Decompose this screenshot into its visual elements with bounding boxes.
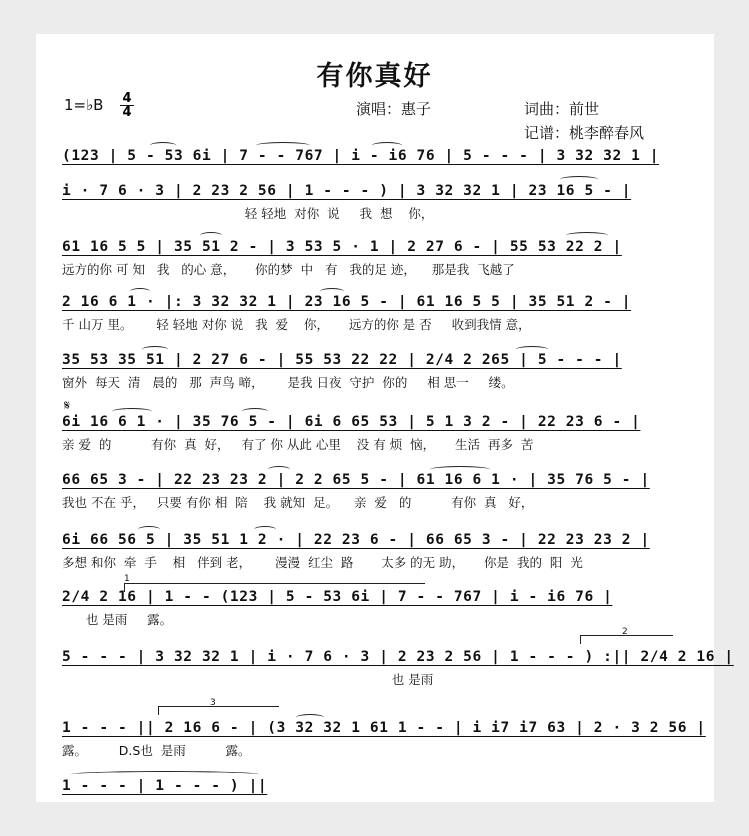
slur-arc	[256, 142, 310, 149]
notes-line: 5 - - - | 3 32 32 1 | i · 7 6 · 3 | 2 23 2 56 | 1 - - - ) :|| 2/4 2 16 |	[62, 649, 734, 665]
slur-arc	[112, 408, 152, 415]
triplet-bracket	[158, 706, 279, 715]
segno-sign: 𝄋	[64, 398, 71, 414]
notes-line: 61 16 5 5 | 35 51 2 - | 3 53 5 · 1 | 2 27 6 - | 55 53 22 2 |	[62, 239, 622, 255]
notes-line: 6i 16 6 1 · | 35 76 5 - | 6i 6 65 53 | 5 1 3 2 - | 22 23 6 - |	[62, 414, 641, 430]
slur-arc	[200, 232, 222, 239]
volta-label-2: 2	[622, 627, 628, 637]
slur-arc	[430, 466, 490, 473]
slur-arc	[372, 142, 402, 149]
arranger-credit: 记谱：桃李醉春风	[524, 124, 645, 142]
key-signature: 1=♭B	[64, 96, 104, 114]
volta-label-1: 1	[124, 574, 130, 584]
lyrics-line: 窗外 每天 清 晨的 那 声鸟 啼， 是我 日夜 守护 你的 相 思一 缕。	[62, 375, 514, 390]
lyrics-line: 远方的你 可 知 我 的心 意， 你的梦 中 有 我的足 迹， 那是我 飞越了	[62, 262, 515, 277]
slur-arc	[566, 232, 608, 239]
slur-arc	[560, 176, 598, 183]
notes-line: i · 7 6 · 3 | 2 23 2 56 | 1 - - - ) | 3 32 32 1 | 23 16 5 - |	[62, 183, 632, 199]
lyrics-line: 亲 爱 的 有你 真 好， 有了 你 从此 心里 没 有 烦 恼， 生活 再多 苦	[62, 437, 534, 452]
slur-arc	[254, 526, 276, 533]
slur-arc	[268, 466, 290, 473]
singer-credit: 演唱：惠子	[356, 100, 432, 118]
lyrics-line: 轻 轻地 对你 说 我 想 你，	[62, 206, 434, 221]
lyrics-line: 我也 不在 乎， 只要 有你 相 陪 我 就知 足。 亲 爱 的 有你 真 好，	[62, 495, 534, 510]
notes-line: 2 16 6 1 · |: 3 32 32 1 | 23 16 5 - | 61 16 5 5 | 35 51 2 - |	[62, 294, 632, 310]
slur-arc	[138, 526, 160, 533]
slur-arc	[320, 288, 344, 295]
slur-arc	[150, 142, 176, 149]
triplet-label: 3	[210, 698, 216, 708]
notes-line: 2/4 2 16 | 1 - - (123 | 5 - 53 6i | 7 - - 767 | i - i6 76 |	[62, 589, 613, 605]
slur-arc	[70, 771, 260, 778]
time-signature	[120, 92, 134, 119]
notes-line: (123 | 5 - 53 6i | 7 - - 767 | i - i6 76 | 5 - - - | 3 32 32 1 |	[62, 148, 660, 164]
lyrics-line: 多想 和你 牵 手 相 伴到 老， 漫漫 红尘 路 太多 的无 助， 你是 我的 阳 光	[62, 555, 583, 570]
slur-arc	[142, 346, 168, 353]
notes-line: 35 53 35 51 | 2 27 6 - | 55 53 22 22 | 2/4 2 265 | 5 - - - |	[62, 352, 622, 368]
lyrics-line: 也 是雨	[62, 672, 434, 687]
slur-arc	[242, 408, 268, 415]
lyrics-line: 露。 D.S也 是雨 露。	[62, 743, 251, 758]
time-numerator: 4	[120, 92, 134, 106]
song-title: 有你真好	[316, 61, 433, 92]
slur-arc	[130, 288, 150, 295]
slur-arc	[296, 714, 324, 721]
time-denominator: 4	[122, 105, 132, 120]
slur-arc	[516, 346, 548, 353]
volta-bracket-1	[124, 583, 425, 592]
notes-line: 1 - - - | 1 - - - ) ||	[62, 778, 268, 794]
notes-line: 6i 66 56 5 | 35 51 1 2 · | 22 23 6 - | 66 65 3 - | 22 23 23 2 |	[62, 532, 650, 548]
notes-line: 1 - - - || 2 16 6 - | (3 32 32 1 61 1 - - | i i7 i7 63 | 2 · 3 2 56 |	[62, 720, 706, 736]
lyricist-credit: 词曲：前世	[524, 100, 600, 118]
lyrics-line: 千 山万 里。 轻 轻地 对你 说 我 爱 你， 远方的你 是 否 收到我情 意，	[62, 317, 531, 332]
lyrics-line: 也 是雨 露。	[62, 612, 173, 627]
notes-line: 66 65 3 - | 22 23 23 2 | 2 2 65 5 - | 61 16 6 1 · | 35 76 5 - |	[62, 472, 650, 488]
